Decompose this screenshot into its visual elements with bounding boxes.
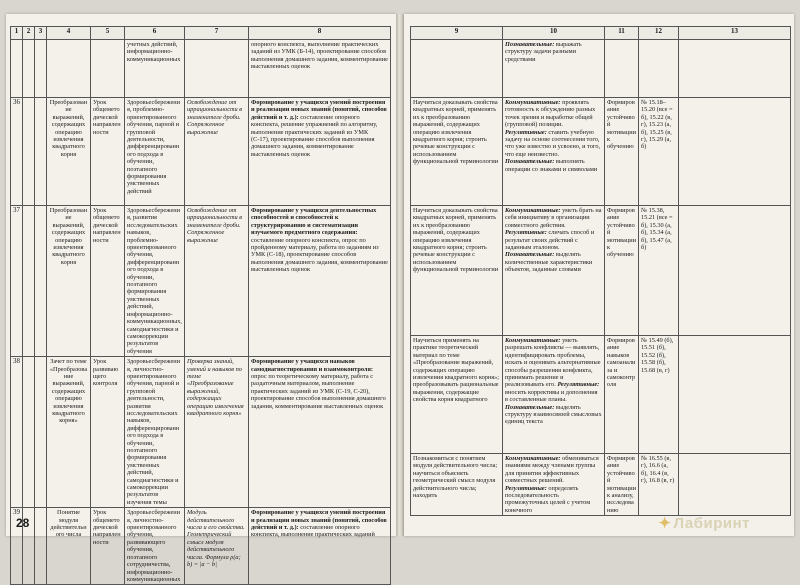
- uud-label: Регулятивные:: [505, 229, 547, 237]
- lesson-row: [411, 336, 791, 454]
- col-header: 4: [47, 27, 91, 40]
- cell-uud: [503, 336, 605, 454]
- uud-label: Познавательные:: [505, 251, 555, 259]
- cell-outcome: Познакомиться с понятием модуля действительного числа; научиться объяснять геометрический смысл модуля действительного числа; находить: [411, 454, 503, 516]
- cell-personal: Формирование устойчивой мотивации к анализу, исследованию: [605, 454, 639, 516]
- cell-outcome: Научиться применять на практике теоретический материал по теме «Преобразование выражений, содержащих операцию извлечения квадратного корня»; преобразовывать рациональные выражения, содержащие свойства корня квадратного: [411, 336, 503, 454]
- lesson-row: [11, 357, 391, 508]
- cell-uud: [503, 40, 605, 98]
- lesson-row: [411, 206, 791, 336]
- right-header-row: [411, 27, 791, 40]
- cell-lesson-number: 37: [11, 206, 23, 357]
- page-number: 28: [16, 516, 30, 530]
- uud-label: Познавательные:: [505, 403, 555, 411]
- cell-uud: [503, 454, 605, 516]
- cell-activity: опорного конспекта, выполнение практических заданий из УМК (Б-14), проектирование способов выполнения домашнего задания, комментирование выставленных оценок: [249, 40, 391, 98]
- right-lesson-table: [410, 26, 791, 516]
- cell-lesson-number: 38: [11, 357, 23, 508]
- labyrinth-logo-icon: ✦: [658, 515, 672, 532]
- col-header: 2: [23, 27, 35, 40]
- cell-topic: Преобразование выражений, содержащих операцию извлечения квадратного корня: [47, 206, 91, 357]
- uud-text: выполнять операции со знаками и символами: [505, 158, 598, 173]
- uud-label: Коммуникативные:: [505, 207, 561, 214]
- cell-outcome: Научиться доказывать свойства квадратных корней, применять их к преобразованию выражений, содержащих операцию извлечения квадратного корня; строить речевые конструкции с использованием функциональной терминологии: [411, 98, 503, 206]
- cell-technology: Здоровьесбережения, личностно-ориентированного обучения, парной и групповой деятельности, развития исследовательских навыков, дифференцированного подхода в обучении, поэтапного формирования умственных действий, самодиагностики и самокоррекции результатов изучения темы: [125, 357, 185, 508]
- cell-technology: Здоровьесбережения, проблемно-ориентированного обучения, парной и групповой деятельности, дифференцированного подхода в обучении, поэтапного формирования умственных действий: [125, 98, 185, 206]
- right-page: [404, 14, 794, 536]
- cell-technology: Здоровьесбережения, развития исследовательских навыков, проблемно-ориентированного обучения, дифференцированного подхода в обучении, поэтапного формирования умственных действий, информационно-коммуникационных, самодиагностики и самокоррекции результатов обучения: [125, 206, 185, 357]
- cell-lesson-type: Урок общеметодической направленности: [91, 508, 125, 585]
- activity-text: составление опорного конспекта, выполнение практических заданий: [251, 524, 375, 539]
- cell-lesson-type: Урок общеметодической направленности: [91, 206, 125, 357]
- activity-label: Формирование у учащихся умений построения и реализации новых знаний (понятий, способов действий и т. д.):: [251, 509, 387, 532]
- cell-activity: [249, 357, 391, 508]
- cell-uud: [503, 206, 605, 336]
- col-header: 12: [639, 27, 679, 40]
- uud-text: уметь разрешать конфликты — выявлять, идентифицировать проблемы, искать и оценивать альтернативные способы разрешения конфликта, принимать решение и реализовывать его.: [505, 337, 601, 389]
- uud-text: ставить учебную задачу на основе соотнесения того, что уже известно и усвоено, и того, что еще неизвестно.: [505, 128, 601, 158]
- col-header: 8: [249, 27, 391, 40]
- lesson-row: [411, 98, 791, 206]
- cell-personal: Формирование устойчивой мотивации к обучению: [605, 98, 639, 206]
- uud-text: вносить коррективы и дополнения в составленные планы.: [505, 388, 598, 404]
- cell-lesson-type: Урок общеметодической направленности: [91, 98, 125, 206]
- cell-outcome: Научиться доказывать свойства квадратных корней, применять их к преобразованию выражений, содержащих операцию извлечения квадратного корня; строить речевые конструкции с использованием функциональной терминологии: [411, 206, 503, 336]
- col-header: 7: [185, 27, 249, 40]
- cell-topic: Зачет по теме «Преобразование выражений, содержащих операцию извлечения квадратного корня»: [47, 357, 91, 508]
- book-gutter: [396, 14, 404, 536]
- cell-activity: [249, 206, 391, 357]
- activity-label: Формирование у учащихся навыков самодиагностирования и взаимоконтроля:: [251, 358, 373, 373]
- uud-label: Коммуникативные:: [505, 337, 561, 344]
- cell-activity: [249, 508, 391, 585]
- col-header: 10: [503, 27, 605, 40]
- cell-homework: № 15.18–15.20 (все = б), 15.22 (в, г), 15.23 (а, б), 15.25 (в, г), 15.29 (а, б): [639, 98, 679, 206]
- cell-topic: Преобразование выражений, содержащих операцию извлечения квадратного корня: [47, 98, 91, 206]
- col-header: 1: [11, 27, 23, 40]
- uud-text: выделять количественные характеристики объектов, заданные словами: [505, 251, 593, 274]
- cell-personal: Формирование навыков самоанализа и самоконтроля: [605, 336, 639, 454]
- cell-homework: № 16.55 (в, г), 16.6 (а, б), 16.4 (в, г), 16.8 (в, г): [639, 454, 679, 516]
- cell-problem: Освобождение от иррациональности в знаменателе дроби. Сопряженное выражение: [185, 206, 249, 357]
- uud-label: Регулятивные:: [505, 484, 547, 492]
- cell-homework: № 15.38, 15.21 (все = б), 15.30 (а, б), 15.34 (а, б), 15.47 (а, б): [639, 206, 679, 336]
- col-header: 5: [91, 27, 125, 40]
- cell-problem: Освобождение от иррациональности в знаменателе дроби. Сопряженное выражение: [185, 98, 249, 206]
- uud-text: обмениваться знаниями между членами группы для принятия эффективных совместных решений.: [505, 455, 599, 485]
- col-header: 6: [125, 27, 185, 40]
- activity-text: опрос по теоретическому материалу, работа с раздаточным материалом, выполнение практических заданий из УМК (С-19, С-20), проектирование способов выполнения домашнего задания, комментирование выставленных оценок: [251, 372, 386, 410]
- activity-text: составление опорного конспекта, опрос по пройденному материалу, работа по заданиям из УМК (С-18), проектирование способов выполнения домашнего задания, комментирование выставленных оценок: [251, 236, 388, 274]
- left-page: [6, 14, 396, 583]
- uud-text: выражать структуру задачи разными средствами: [505, 41, 582, 63]
- continuation-row: [11, 40, 391, 98]
- publisher-watermark: [658, 514, 750, 532]
- cell-problem: Модуль действительного числа и его свойства. Геометрический смысл модуля действительного числа. Формула ρ(a; b) = |a − b|: [185, 508, 249, 585]
- activity-label: Формирование у учащихся умений построения и реализации новых знаний (понятий, способов действий и т. д.):: [251, 99, 387, 121]
- uud-label: Познавательные:: [505, 158, 555, 166]
- cell-technology: Здоровьесбережения, личностно-ориентированного обучения, развивающего обучения, поэтапного сотрудничества, информационно-коммуникационных: [125, 508, 185, 585]
- cell-activity: [249, 98, 391, 206]
- uud-label: Коммуникативные:: [505, 99, 561, 106]
- lesson-row: [411, 454, 791, 516]
- uud-label: Регулятивные:: [557, 381, 600, 389]
- uud-label: Познавательные:: [505, 41, 555, 48]
- cell-lesson-number: 39: [11, 508, 23, 585]
- col-header: 13: [679, 27, 791, 40]
- cell-personal: Формирование устойчивой мотивации к обучению: [605, 206, 639, 336]
- lesson-row: [11, 98, 391, 206]
- cell-homework: № 15.49 (б), 15.51 (б), 15.52 (б), 15.58 (б), 15.68 (в, г): [639, 336, 679, 454]
- col-header: 3: [35, 27, 47, 40]
- lesson-row: [11, 206, 391, 357]
- col-header: 9: [411, 27, 503, 40]
- uud-text: определять последовательность промежуточных целей с учетом конечного: [505, 484, 591, 514]
- activity-label: Формирование у учащихся деятельностных способностей и способностей к структурированию и систематизации изучаемого предметного содержания:: [251, 207, 377, 237]
- uud-text: проявлять готовность к обсуждению разных точек зрения и выработке общей (групповой) позиции.: [505, 99, 596, 129]
- activity-text: составление опорного конспекта, решение упражнений по алгоритму, выполнение практических заданий из УМК (С-17), проектирование способов выполнения домашнего задания, комментирование выставленных оценок: [251, 113, 378, 158]
- left-lesson-table: [10, 26, 391, 585]
- watermark-text: Лабиринт: [673, 515, 750, 532]
- uud-text: выделять структуру взаимосвязей смысловых единиц текста: [505, 403, 602, 426]
- left-header-row: [11, 27, 391, 40]
- cell-technology: учетных действий, информационно-коммуникационных: [125, 40, 185, 98]
- col-header: 11: [605, 27, 639, 40]
- uud-label: Регулятивные:: [505, 128, 547, 136]
- cell-lesson-number: 36: [11, 98, 23, 206]
- cell-uud: [503, 98, 605, 206]
- cell-lesson-type: Урок развивающего контроля: [91, 357, 125, 508]
- cell-problem: Проверка знаний, умений и навыков по теме «Преобразование выражений, содержащих операцию извлечения квадратного корня»: [185, 357, 249, 508]
- lesson-row: [11, 508, 391, 585]
- uud-text: уметь брать на себя инициативу в организации совместного действия.: [505, 207, 602, 229]
- continuation-row: [411, 40, 791, 98]
- cell-topic: Понятие модуля действительного числа: [47, 508, 91, 585]
- uud-label: Коммуникативные:: [505, 455, 561, 462]
- uud-text: сличать способ и результат своих действий с заданным эталоном.: [505, 229, 595, 252]
